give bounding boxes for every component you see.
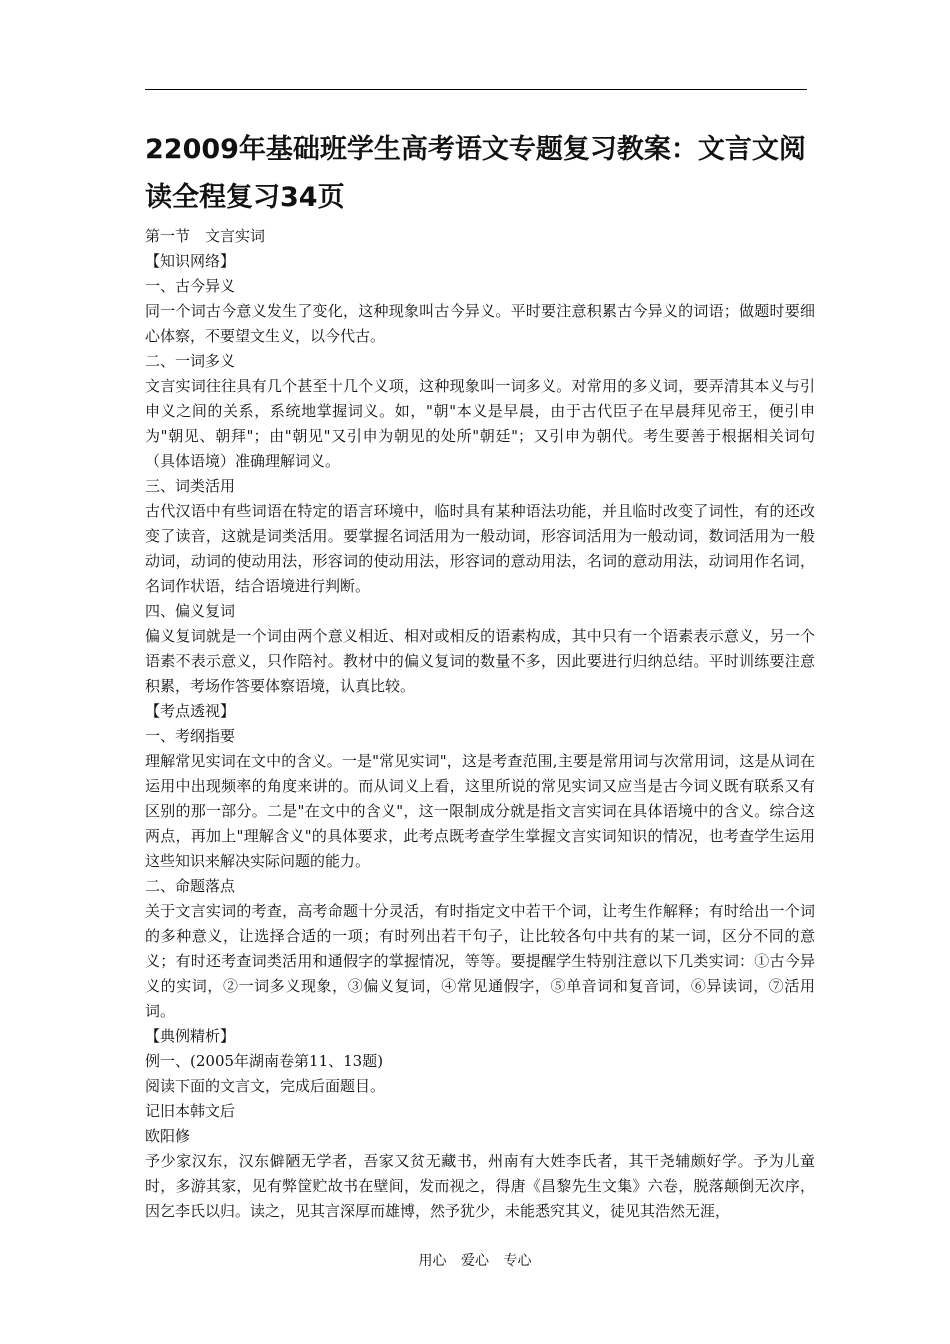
bracket-heading: 【典例精析】 — [145, 1027, 236, 1045]
page-footer: 用心 爱心 专心 — [418, 1253, 532, 1269]
body-paragraph: 古代汉语中有些词语在特定的语言环境中，临时具有某种语法功能，并且临时改变了词性，有的还改变了读音，这就是词类活用。要掌握名词活用为一般动词，形容词活用为一般动词，数词活用为一般动词，动词的使动用法，形容词的使动用法，形容词的意动用法，名词的意动用法，动词用作名词，名词作状语，结合语境进行判断。 — [145, 502, 815, 595]
header-rule — [145, 89, 807, 90]
subheading: 一、古今异义 — [145, 277, 236, 295]
subheading: 一、考纲指要 — [145, 727, 236, 745]
passage-text: 予少家汉东，汉东僻陋无学者，吾家又贫无藏书，州南有大姓李氏者，其干尧辅颇好学。予为儿童时，多游其家，见有弊筐贮故书在壁间，发而视之，得唐《昌黎先生文集》六卷，脱落颠倒无次序，因乞李氏以归。读之，见其言深厚而雄博，然予犹少，未能悉究其义，徒见其浩然无涯， — [145, 1152, 815, 1220]
bracket-heading: 【知识网络】 — [145, 252, 236, 270]
document-title: 22009年基础班学生高考语文专题复习教案：文言文阅读全程复习34页 — [145, 134, 806, 213]
section-heading: 第一节 文言实词 — [145, 227, 266, 245]
document-body — [145, 224, 815, 1224]
body-paragraph: 理解常见实词在文中的含义。一是"常见实词"，这是考查范围,主要是常用词与次常用词，这是从词在运用中出现频率的角度来讲的。而从词义上看，这里所说的常见实词又应当是古今词义既有联系又有区别的那一部分。二是"在文中的含义"，这一限制成分就是指文言实词在具体语境中的含义。综合这两点，再加上"理解含义"的具体要求，此考点既考查学生掌握文言实词知识的情况，也考查学生运用这些知识来解决实际问题的能力。 — [145, 752, 815, 870]
passage-author: 欧阳修 — [145, 1127, 191, 1145]
body-paragraph: 关于文言实词的考查，高考命题十分灵活，有时指定文中若干个词，让考生作解释；有时给出一个词的多种意义，让选择合适的一项；有时列出若干句子，让比较各句中共有的某一词，区分不同的意义；有时还考查词类活用和通假字的掌握情况，等等。要提醒学生特别注意以下几类实词：①古今异义的实词，②一词多义现象，③偏义复词，④常见通假字，⑤单音词和复音词，⑥异读词，⑦活用词。 — [145, 902, 815, 1020]
passage-title: 记旧本韩文后 — [145, 1102, 236, 1120]
bracket-heading: 【考点透视】 — [145, 702, 236, 720]
instruction-text: 阅读下面的文言文，完成后面题目。 — [145, 1077, 386, 1095]
example-heading: 例一、(2005年湖南卷第11、13题) — [145, 1052, 384, 1070]
subheading: 二、一词多义 — [145, 352, 236, 370]
subheading: 二、命题落点 — [145, 877, 236, 895]
body-paragraph: 文言实词往往具有几个甚至十几个义项，这种现象叫一词多义。对常用的多义词，要弄清其本义与引申义之间的关系，系统地掌握词义。如，"朝"本义是早晨，由于古代臣子在早晨拜见帝王，便引申为"朝见、朝拜"；由"朝见"又引申为朝见的处所"朝廷"；又引申为朝代。考生要善于根据相关词句（具体语境）准确理解词义。 — [145, 377, 815, 470]
subheading: 三、词类活用 — [145, 477, 236, 495]
body-paragraph: 同一个词古今意义发生了变化，这种现象叫古今异义。平时要注意积累古今异义的词语；做题时要细心体察，不要望文生义，以今代古。 — [145, 302, 815, 345]
subheading: 四、偏义复词 — [145, 602, 236, 620]
body-paragraph: 偏义复词就是一个词由两个意义相近、相对或相反的语素构成，其中只有一个语素表示意义，另一个语素不表示意义，只作陪衬。教材中的偏义复词的数量不多，因此要进行归纳总结。平时训练要注意积累，考场作答要体察语境，认真比较。 — [145, 627, 815, 695]
